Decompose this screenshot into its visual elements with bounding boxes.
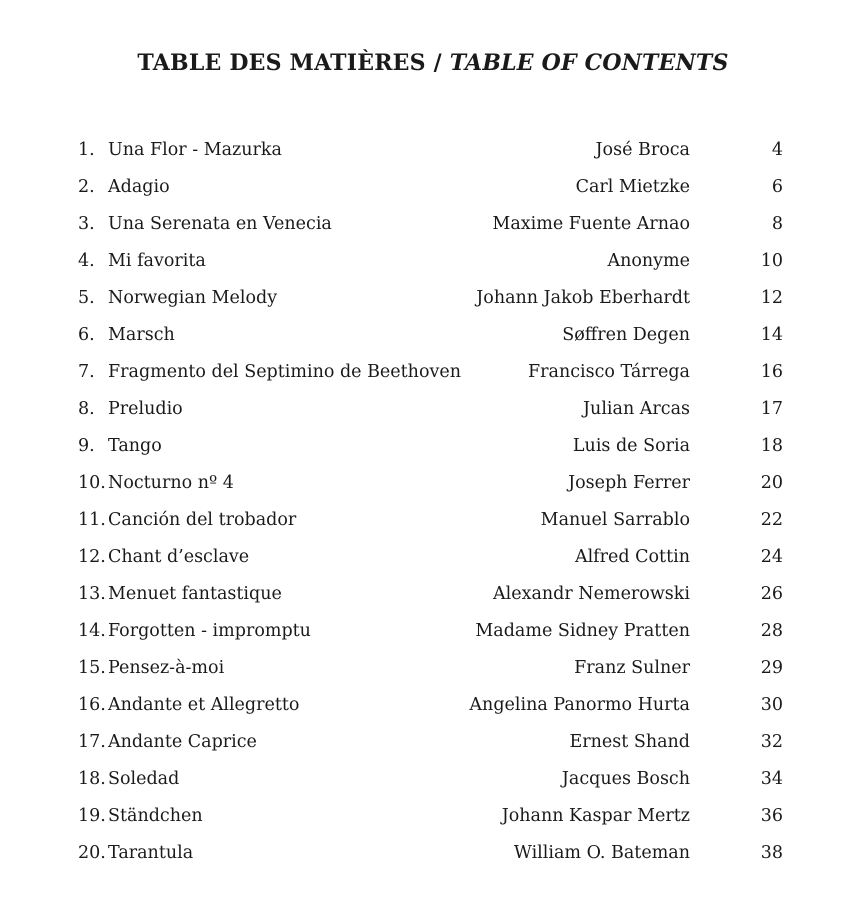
piece-title: Norwegian Melody [108,288,278,308]
page-title [0,50,859,76]
piece-title: Tarantula [108,843,194,863]
page-number: 20 [760,473,783,493]
composer-name: William O. Bateman [513,843,690,863]
page-number: 26 [760,584,783,604]
entry-number: 18. [78,769,106,789]
piece-title: Nocturno nº 4 [108,473,234,493]
composer-name: Joseph Ferrer [568,473,690,493]
page-number: 34 [760,769,783,789]
entry-number: 6. [78,325,95,345]
entry-number: 8. [78,399,95,419]
entry-number: 17. [78,732,106,752]
composer-name: Anonyme [607,251,690,271]
toc-entry [0,465,859,502]
toc-entry [0,613,859,650]
page-number: 38 [760,843,783,863]
toc-entry [0,761,859,798]
page-number: 29 [760,658,783,678]
page-number: 17 [760,399,783,419]
toc-entry [0,169,859,206]
title-english: TABLE OF CONTENTS [449,50,729,76]
piece-title: Una Flor - Mazurka [108,140,282,160]
page-number: 12 [760,288,783,308]
entry-number: 5. [78,288,95,308]
piece-title: Mi favorita [108,251,206,271]
composer-name: Maxime Fuente Arnao [492,214,690,234]
title-french: TABLE DES MATIÈRES / [137,50,442,76]
page-number: 28 [760,621,783,641]
page-number: 18 [760,436,783,456]
toc-entry [0,724,859,761]
entry-number: 4. [78,251,95,271]
piece-title: Tango [108,436,162,456]
composer-name: Angelina Panormo Hurta [469,695,690,715]
entry-number: 3. [78,214,95,234]
toc-entry [0,539,859,576]
composer-name: Jacques Bosch [561,769,690,789]
page-number: 16 [760,362,783,382]
page-number: 30 [760,695,783,715]
toc-entry [0,798,859,835]
toc-entry [0,354,859,391]
page-number: 4 [771,140,783,160]
piece-title: Chant d’esclave [108,547,250,567]
composer-name: José Broca [595,140,690,160]
composer-name: Julian Arcas [583,399,690,419]
entry-number: 11. [78,510,106,530]
composer-name: Alexandr Nemerowski [493,584,690,604]
piece-title: Menuet fantastique [108,584,282,604]
composer-name: Manuel Sarrablo [540,510,690,530]
toc-entry [0,317,859,354]
toc-entry [0,576,859,613]
piece-title: Preludio [108,399,183,419]
entry-number: 1. [78,140,95,160]
entry-number: 20. [78,843,106,863]
toc-entry [0,243,859,280]
composer-name: Alfred Cottin [574,547,690,567]
composer-name: Francisco Tárrega [528,362,690,382]
composer-name: Luis de Soria [572,436,690,456]
composer-name: Ernest Shand [569,732,690,752]
composer-name: Søffren Degen [562,325,690,345]
page-number: 22 [760,510,783,530]
toc-entry [0,132,859,169]
composer-name: Franz Sulner [574,658,690,678]
page-number: 24 [760,547,783,567]
piece-title: Adagio [108,177,170,197]
toc-entry [0,280,859,317]
entry-number: 16. [78,695,106,715]
entry-number: 9. [78,436,95,456]
entry-number: 10. [78,473,106,493]
toc-entry [0,206,859,243]
toc-entry [0,687,859,724]
entry-number: 13. [78,584,106,604]
entry-number: 19. [78,806,106,826]
entry-number: 14. [78,621,106,641]
piece-title: Soledad [108,769,180,789]
page-number: 14 [760,325,783,345]
piece-title: Marsch [108,325,175,345]
entry-number: 7. [78,362,95,382]
table-of-contents [0,132,859,872]
entry-number: 2. [78,177,95,197]
composer-name: Johann Kaspar Mertz [501,806,690,826]
toc-entry [0,428,859,465]
entry-number: 15. [78,658,106,678]
composer-name: Johann Jakob Eberhardt [476,288,690,308]
piece-title: Pensez-à-moi [108,658,225,678]
page-number: 10 [760,251,783,271]
composer-name: Madame Sidney Pratten [475,621,690,641]
piece-title: Canción del trobador [108,510,297,530]
page-number: 6 [771,177,783,197]
toc-entry [0,650,859,687]
composer-name: Carl Mietzke [575,177,690,197]
piece-title: Ständchen [108,806,203,826]
piece-title: Andante Caprice [108,732,257,752]
page-number: 32 [760,732,783,752]
piece-title: Andante et Allegretto [108,695,300,715]
page-number: 8 [771,214,783,234]
entry-number: 12. [78,547,106,567]
piece-title: Fragmento del Septimino de Beethoven [108,362,461,382]
toc-entry [0,502,859,539]
page-number: 36 [760,806,783,826]
toc-entry [0,391,859,428]
toc-entry [0,835,859,872]
piece-title: Forgotten - impromptu [108,621,311,641]
piece-title: Una Serenata en Venecia [108,214,332,234]
